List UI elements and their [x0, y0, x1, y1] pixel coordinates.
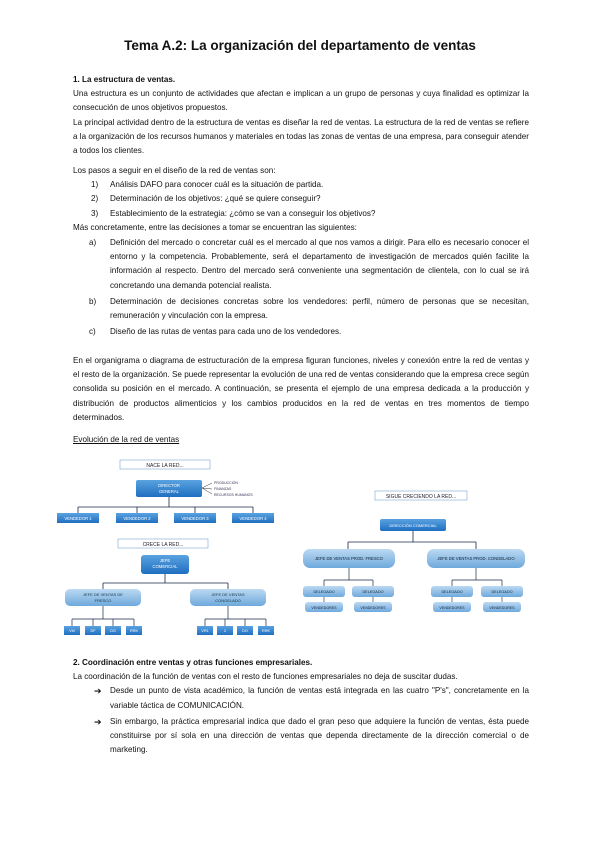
evolution-title: Evolución de la red de ventas	[73, 435, 180, 444]
chief-label-2: FRESCO	[94, 598, 112, 603]
page-title: Tema A.2: La organización del departamento de ventas	[124, 38, 476, 53]
chief-label: JEFE DE VENTAS	[211, 592, 245, 597]
list-item	[73, 295, 529, 323]
list-item	[73, 207, 529, 221]
head-label: JEFE	[159, 558, 171, 563]
list-item-text: Determinación de los objetivos: ¿qué se quiere conseguir?	[110, 194, 321, 204]
evolution-title-block	[73, 433, 529, 447]
list-item-text: Definición del mercado o concretar cuál es el mercado al que nos vamos a dirigir. Para ello es necesario conocer el entorno y la competencia. Probablemente, será el departamento de investigación de mercados quién facilite la información al respecto. Dentro del mercado será conveniente una segmentación de clientela, con lo cual se irá concretando una demanda potencial realista.	[110, 238, 529, 290]
list-marker: 1)	[91, 180, 99, 190]
list-item	[73, 325, 529, 339]
seller-group: VENDEDORES	[439, 606, 465, 610]
list-marker: 3)	[91, 208, 99, 218]
arrow-icon: ➔	[94, 686, 102, 697]
director-label: DIRECTOR	[158, 483, 180, 488]
seller-box: VENDEDOR 3	[181, 516, 209, 521]
steps-intro: Los pasos a seguir en el diseño de la red de ventas son:	[73, 166, 276, 175]
list-item-text: Sin embargo, la práctica empresarial indica que dado el gran peso que adquiere la función de ventas, ésta puede constituirse por sí sola en una dirección de ventas que dependa directamente de la dirección comercial o de marketing.	[110, 716, 529, 755]
paragraph-organigram-block	[73, 354, 529, 425]
org-chart-diagram	[0, 455, 600, 655]
director-label-2: GENERAL	[158, 489, 180, 494]
seller-group: VENDEDORES	[360, 606, 386, 610]
list-item-text: Determinación de decisiones concretas sobre los vendedores: perfil, número de personas que se necesitan, remuneración y vinculación con la empresa.	[110, 296, 529, 321]
unit: DF	[90, 629, 96, 633]
list-item	[73, 192, 529, 206]
section-2-intro: La coordinación de la función de ventas con el resto de funciones empresariales no deja de suscitar dudas.	[73, 672, 458, 682]
head-label-2: COMERCIAL	[152, 564, 178, 569]
paragraph-organigram: En el organigrama o diagrama de estructuración de la empresa figuran funciones, niveles y conexión entre la red de ventas y el resto de la organización. Se puede representar la evolución de una red de ventas considerando que la empresa crece según consolida su posición en el mercado. A continuación, se presenta el ejemplo de una empresa dedicada a la producción y distribución de productos alimenticios y los cambios producidos en la red de ventas en tres momentos de tiempo determinados.	[73, 356, 529, 422]
seller-box: VENDEDOR 2	[123, 516, 151, 521]
unit: VR1	[201, 629, 209, 633]
unit: 2	[223, 629, 227, 633]
seller-box: VENDEDOR 4	[239, 516, 267, 521]
stage-2-label: CRECE LA RED...	[142, 542, 184, 548]
chief-label: JEFE DE VENTAS PROD. FRESCO	[315, 556, 383, 561]
section-1-heading: 1. La estructura de ventas.	[73, 75, 176, 84]
unit: VM	[69, 629, 75, 633]
list-marker: a)	[89, 238, 97, 248]
list-item	[73, 715, 529, 758]
delegate: DELEGADO	[441, 590, 463, 594]
list-item	[73, 178, 529, 192]
unit: DG	[110, 629, 116, 633]
direction-label: DIRECCIÓN COMERCIAL	[389, 523, 437, 528]
steps-block	[73, 164, 529, 339]
unit: RRK	[129, 629, 139, 633]
side-item: PRODUCCIÓN	[214, 481, 238, 485]
list-item-text: Establecimiento de la estrategia: ¿cómo se van a conseguir los objetivos?	[110, 208, 376, 218]
chief-label: JEFE DE VENTAS DE	[83, 592, 123, 597]
unit: DO	[242, 629, 248, 633]
stage-1-label: NACE LA RED...	[146, 463, 184, 469]
list-marker: 2)	[91, 194, 99, 204]
side-item: RECURSOS HUMANOS	[214, 493, 253, 497]
list-marker: b)	[89, 296, 97, 306]
list-marker: c)	[89, 327, 96, 337]
section-1	[73, 73, 529, 158]
section-2-heading: 2. Coordinación entre ventas y otras funciones empresariales.	[73, 658, 313, 667]
seller-box: VENDEDOR 1	[64, 516, 92, 521]
side-item: FINANZAS	[214, 487, 232, 491]
unit: RRK	[261, 629, 271, 633]
delegate: DELEGADO	[362, 590, 384, 594]
list-item	[73, 684, 529, 712]
seller-group: VENDEDORES	[489, 606, 515, 610]
section-2	[73, 656, 529, 757]
paragraph-network: La principal actividad dentro de la estructura de ventas es diseñar la red de ventas. La estructura de la red de ventas se refiere a la organización de los recursos humanos y materiales en todas las zonas de ventas de una empresa, para conseguir atender a todos los clientes.	[73, 117, 529, 156]
delegate: DELEGADO	[313, 590, 335, 594]
list-item-text: Análisis DAFO para conocer cuál es la situación de partida.	[110, 180, 324, 190]
stage-2	[64, 539, 274, 635]
chief-label: JEFE DE VENTAS PROD. CONGELADO	[437, 556, 515, 561]
seller-group: VENDEDORES	[311, 606, 337, 610]
list-item	[73, 236, 529, 293]
stage-1	[57, 460, 274, 523]
arrow-icon: ➔	[94, 716, 102, 727]
list-item-text: Desde un punto de vista académico, la función de ventas está integrada en las cuatro "P's", concretamente en la variable táctica de COMUNICACIÓN.	[110, 686, 529, 710]
stage-3	[303, 491, 525, 612]
list-item-text: Diseño de las rutas de ventas para cada uno de los vendedores.	[110, 327, 342, 337]
stage-3-label: SIGUE CRECIENDO LA RED...	[385, 494, 457, 500]
delegate: DELEGADO	[491, 590, 513, 594]
paragraph-structure: Una estructura es un conjunto de actividades que afectan e implican a un grupo de personas y cuya finalidad es optimizar la consecución de unos objetivos propuestos.	[73, 89, 529, 113]
chief-label-2: CONGELADO	[215, 598, 241, 603]
decisions-intro: Más concretamente, entre las decisiones a tomar se encuentran las siguientes:	[73, 222, 357, 232]
